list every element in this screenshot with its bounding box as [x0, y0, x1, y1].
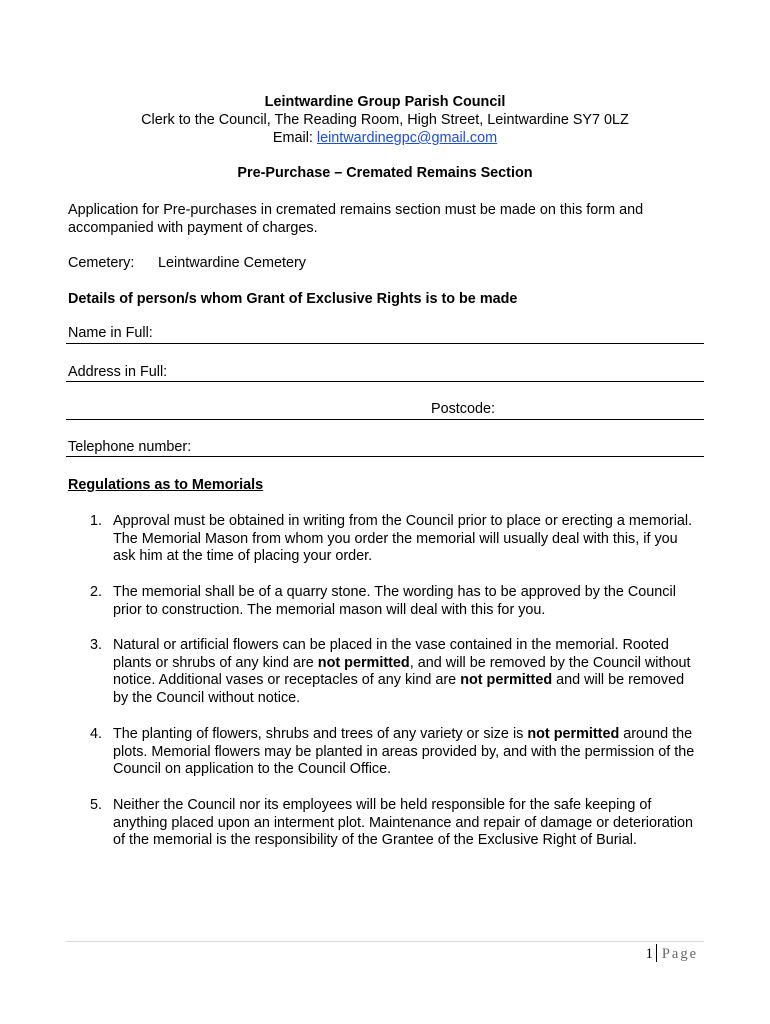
email-line	[0, 130, 770, 146]
telephone-label: Telephone number:	[68, 439, 192, 455]
footer-divider	[66, 941, 704, 942]
name-input-line[interactable]	[66, 343, 704, 344]
item-text: Natural or artificial flowers can be placed in the vase contained in the memorial. Rooted plants or shrubs of any kind are not permitted, and will be removed by the Council without notice. Additional vases or receptacles of any kind are not permitted and will be removed by the Council without notice.	[113, 637, 691, 706]
address-input-line[interactable]	[66, 381, 704, 382]
item-number: 4.	[90, 726, 103, 742]
page-footer	[646, 944, 698, 963]
telephone-input-line[interactable]	[66, 456, 704, 457]
cemetery-value: Leintwardine Cemetery	[158, 255, 306, 271]
item-text: Approval must be obtained in writing from the Council prior to place or erecting a memorial. The Memorial Mason from whom you order the memorial will usually deal with this, if you ask him at the time of placing your order.	[113, 513, 693, 565]
item-text: Neither the Council nor its employees will be held responsible for the safe keeping of anything placed upon an interment plot. Maintenance and repair of damage or deterioration of the memorial is the responsibility of the Grantee of the Exclusive Right of Burial.	[113, 797, 694, 849]
name-label: Name in Full:	[68, 325, 153, 341]
page-number: 1	[645, 946, 653, 962]
postcode-input-line[interactable]	[66, 419, 704, 420]
address-label: Address in Full:	[68, 364, 168, 380]
item-number: 1.	[90, 513, 103, 529]
item-number: 2.	[90, 584, 103, 600]
footer-separator	[656, 944, 657, 962]
postcode-label: Postcode:	[431, 401, 495, 417]
item-number: 5.	[90, 797, 103, 813]
form-title: Pre-Purchase – Cremated Remains Section	[237, 165, 533, 181]
regulations-heading: Regulations as to Memorials	[68, 477, 264, 493]
council-name: Leintwardine Group Parish Council	[264, 94, 506, 110]
details-heading: Details of person/s whom Grant of Exclusive Rights is to be made	[68, 291, 518, 307]
page-label: Page	[661, 946, 698, 962]
item-text: The memorial shall be of a quarry stone. The wording has to be approved by the Council prior to construction. The memorial mason will deal with this for you.	[113, 584, 676, 618]
email-label: Email:	[272, 130, 317, 146]
intro-paragraph: Application for Pre-purchases in cremated remains section must be made on this form and accompanied with payment of charges.	[68, 202, 644, 236]
item-number: 3.	[90, 637, 103, 653]
item-text: The planting of flowers, shrubs and trees of any variety or size is not permitted around the plots. Memorial flowers may be planted in areas provided by, and with the permission of the Council on application to the Council Office.	[113, 726, 695, 778]
email-link[interactable]: leintwardinegpc@gmail.com	[316, 130, 498, 146]
cemetery-label: Cemetery:	[68, 255, 135, 271]
council-address: Clerk to the Council, The Reading Room, High Street, Leintwardine SY7 0LZ	[141, 112, 629, 128]
